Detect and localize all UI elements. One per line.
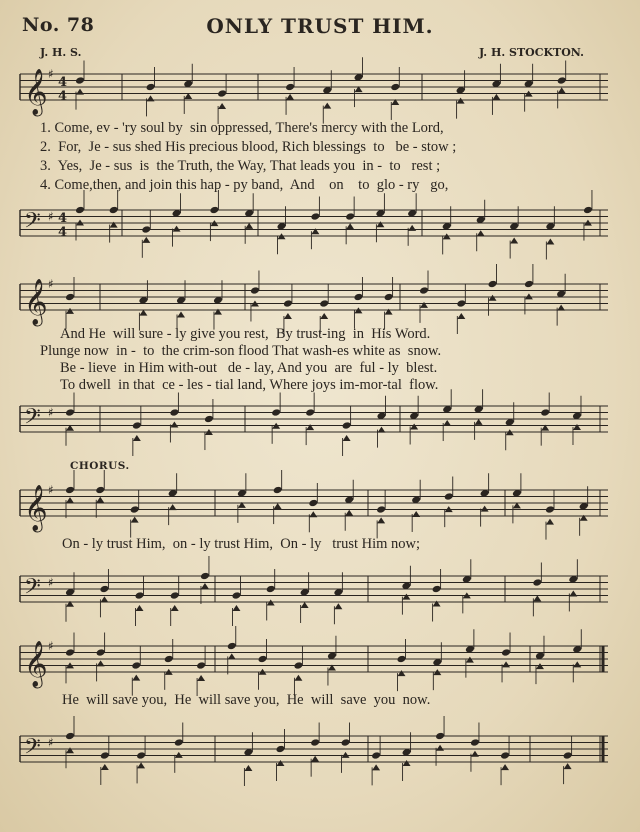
sharp-icon: ♯ [48, 277, 54, 291]
treble-clef-icon: 𝄞 [24, 69, 48, 115]
verse-line-3: 3. Yes, Je - sus is the Truth, the Way, That leads you in - to rest ; [40, 158, 441, 174]
treble-clef-icon: 𝄞 [24, 485, 48, 531]
sharp-icon: ♯ [48, 405, 54, 420]
bass-staff-1 [0, 196, 640, 256]
bass-clef-icon: 𝄢 [24, 404, 41, 435]
sharp-icon: ♯ [48, 483, 54, 497]
bass-clef-icon: 𝄢 [24, 734, 41, 765]
svg-text:4: 4 [58, 211, 68, 226]
svg-text:4: 4 [58, 225, 68, 240]
bass-staff-3 [0, 562, 640, 622]
music-credit: J. H. STOCKTON. [478, 46, 584, 59]
treble-staff-4 [0, 632, 640, 692]
chorus-label: CHORUS. [70, 460, 130, 472]
sharp-icon: ♯ [48, 735, 54, 750]
verse-line-2: 2. For, Je - sus shed His precious blood, Rich blessings to be - stow ; [40, 139, 457, 155]
verse-line-1: 1. Come, ev - 'ry soul by sin oppressed, There's mercy with the Lord, [40, 120, 444, 136]
verse-line-5: And He will sure - ly give you rest, By trust-ing in His Word. [60, 326, 431, 342]
treble-staff-1 [0, 60, 640, 120]
treble-clef-icon: 𝄞 [24, 641, 48, 687]
verse-line-7: Be - lieve in Him with-out de - lay, And you are ful - ly blest. [60, 360, 438, 376]
words-credit: J. H. S. [40, 46, 82, 59]
hymn-number: No. 78 [22, 14, 95, 36]
sharp-icon: ♯ [48, 639, 54, 653]
svg-text:4: 4 [58, 75, 68, 90]
bass-clef-icon: 𝄢 [24, 574, 41, 605]
verse-line-8: To dwell in that ce - les - tial land, Where joys im-mor-tal flow. [60, 377, 439, 393]
bass-staff-2 [0, 392, 640, 452]
hymn-title: ONLY TRUST HIM. [206, 14, 434, 38]
verse-line-6: Plunge now in - to the crim-son flood That wash-es white as snow. [40, 343, 442, 359]
treble-staff-3 [0, 476, 640, 536]
sharp-icon: ♯ [48, 67, 54, 81]
treble-clef-icon: 𝄞 [24, 279, 48, 325]
treble-staff-2 [0, 270, 640, 330]
sharp-icon: ♯ [48, 209, 54, 224]
svg-text:4: 4 [58, 89, 68, 104]
chorus-line-1: On - ly trust Him, on - ly trust Him, On - ly trust Him now; [62, 536, 421, 552]
chorus-line-2: He will save you, He will save you, He will save you now. [62, 692, 431, 708]
bass-clef-icon: 𝄢 [24, 208, 41, 239]
verse-line-4: 4. Come,then, and join this hap - py band, And on to glo - ry go, [40, 177, 449, 193]
bass-staff-4 [0, 722, 640, 782]
sharp-icon: ♯ [48, 575, 54, 590]
